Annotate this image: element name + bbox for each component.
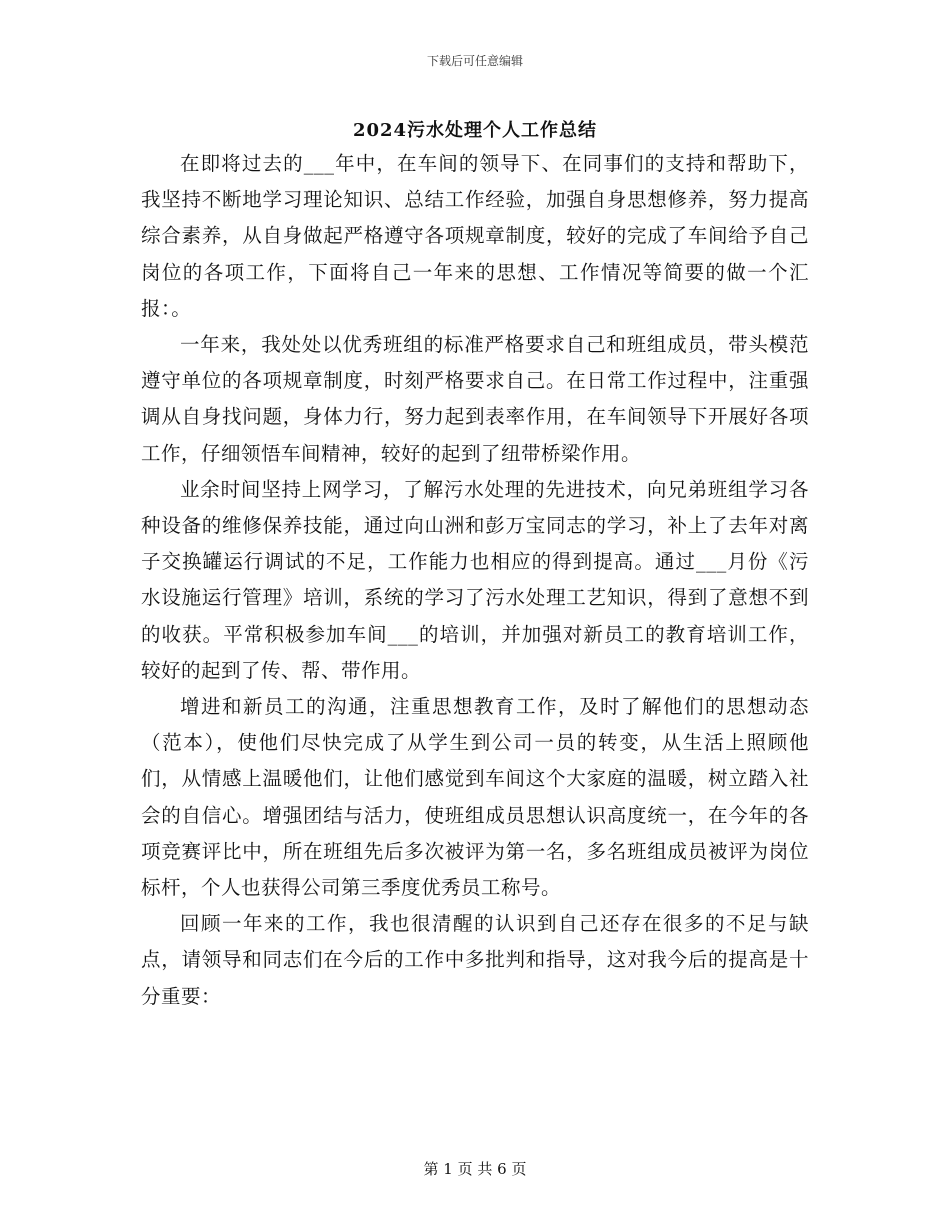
document-title: 2024污水处理个人工作总结: [352, 120, 598, 141]
paragraph: 一年来，我处处以优秀班组的标准严格要求自己和班组成员，带头模范遵守单位的各项规章制度，时刻严格要求自己。在日常工作过程中，注重强调从自身找问题，身体力行，努力起到表率作用，在车间领导下开展好各项工作，仔细领悟车间精神，较好的起到了纽带桥梁作用。: [141, 333, 809, 465]
paragraph: 增进和新员工的沟通，注重思想教育工作，及时了解他们的思想动态（范本），使他们尽快完成了从学生到公司一员的转变，从生活上照顾他们，从情感上温暖他们，让他们感觉到车间这个大家庭的温暖，树立踏入社会的自信心。增强团结与活力，使班组成员思想认识高度统一，在今年的各项竞赛评比中，所在班组先后多次被评为第一名，多名班组成员被评为岗位标杆，个人也获得公司第三季度优秀员工称号。: [141, 695, 809, 900]
header-note: 下载后可任意编辑: [426, 54, 523, 68]
paragraph: 回顾一年来的工作，我也很清醒的认识到自己还存在很多的不足与缺点，请领导和同志们在今后的工作中多批判和指导，这对我今后的提高是十分重要：: [141, 912, 809, 1008]
paragraph: 在即将过去的___年中，在车间的领导下、在同事们的支持和帮助下，我坚持不断地学习理论知识、总结工作经验，加强自身思想修养，努力提高综合素养，从自身做起严格遵守各项规章制度，较好的完成了车间给予自己岗位的各项工作，下面将自己一年来的思想、工作情况等简要的做一个汇报：。: [141, 152, 809, 320]
page-number: 第 1 页 共 6 页: [423, 1160, 527, 1178]
document-body: [141, 146, 809, 1015]
paragraph: 业余时间坚持上网学习，了解污水处理的先进技术，向兄弟班组学习各种设备的维修保养技能，通过向山洲和彭万宝同志的学习，补上了去年对离子交换罐运行调试的不足，工作能力也相应的得到提高。通过___月份《污水设施运行管理》培训，系统的学习了污水处理工艺知识，得到了意想不到的收获。平常积极参加车间___的培训，并加强对新员工的教育培训工作，较好的起到了传、帮、带作用。: [141, 477, 809, 682]
